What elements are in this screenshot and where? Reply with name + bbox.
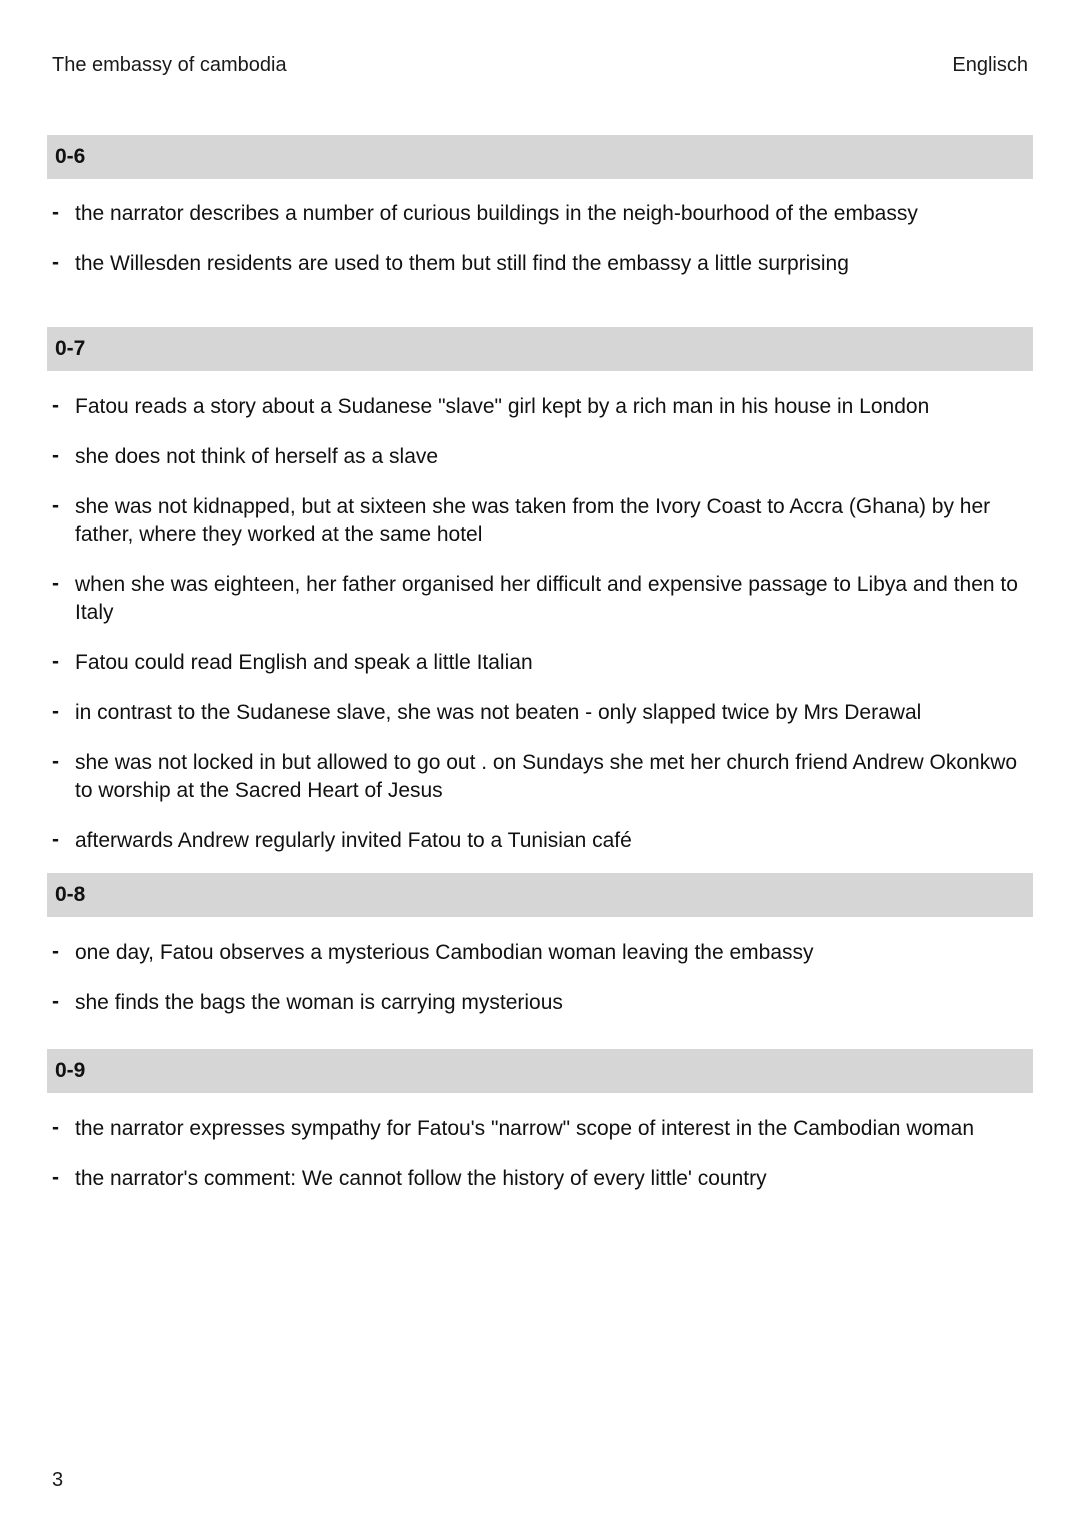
list-item (52, 1165, 1037, 1193)
document-title: The embassy of cambodia (52, 53, 287, 76)
section-heading-0-8 (47, 873, 1033, 917)
section-bullet-list (52, 200, 1037, 300)
bullet-dash: - (52, 494, 59, 517)
bullet-text: the Willesden residents are used to them but still find the embassy a little surprising (75, 252, 849, 275)
bullet-text: she finds the bags the woman is carrying mysterious (75, 991, 563, 1014)
bullet-text: Fatou could read English and speak a little Italian (75, 651, 533, 674)
list-item (52, 493, 1037, 549)
bullet-dash: - (52, 201, 59, 224)
page-number: 3 (52, 1469, 64, 1491)
list-item (52, 393, 1037, 421)
bullet-dash: - (52, 572, 59, 595)
list-item (52, 749, 1037, 805)
bullet-dash: - (52, 444, 59, 467)
section-heading-label: 0-9 (55, 1059, 86, 1082)
section-bullet-list (52, 1115, 1037, 1215)
bullet-text: afterwards Andrew regularly invited Fatou to a Tunisian café (75, 829, 632, 852)
list-item (52, 989, 1037, 1017)
bullet-dash: - (52, 1166, 59, 1189)
section-heading-label: 0-7 (55, 337, 86, 360)
list-item (52, 250, 1037, 278)
bullet-dash: - (52, 650, 59, 673)
list-item (52, 1115, 1037, 1143)
list-item (52, 699, 1037, 727)
page-header (52, 52, 1028, 78)
bullet-dash: - (52, 990, 59, 1013)
bullet-text: in contrast to the Sudanese slave, she was not beaten - only slapped twice by Mrs Derawal (75, 701, 922, 724)
bullet-text: one day, Fatou observes a mysterious Cambodian woman leaving the embassy (75, 941, 814, 964)
bullet-text: she was not kidnapped, but at sixteen she was taken from the Ivory Coast to Accra (Ghana) by her father, where they worked at the same hotel (75, 495, 991, 546)
section-heading-0-9 (47, 1049, 1033, 1093)
bullet-dash: - (52, 750, 59, 773)
bullet-dash: - (52, 828, 59, 851)
section-bullet-list (52, 939, 1037, 1039)
bullet-text: the narrator's comment: We cannot follow the history of every little' country (75, 1167, 767, 1190)
bullet-dash: - (52, 1116, 59, 1139)
bullet-text: the narrator expresses sympathy for Fatou's "narrow" scope of interest in the Cambodian woman (75, 1117, 975, 1140)
list-item (52, 571, 1037, 627)
list-item (52, 200, 1037, 228)
section-heading-label: 0-6 (55, 145, 86, 168)
bullet-text: she does not think of herself as a slave (75, 445, 439, 468)
list-item (52, 649, 1037, 677)
subject-label: Englisch (952, 53, 1028, 76)
bullet-text: the narrator describes a number of curious buildings in the neigh-bourhood of the embassy (75, 202, 918, 225)
bullet-text: Fatou reads a story about a Sudanese "slave" girl kept by a rich man in his house in London (75, 395, 930, 418)
section-heading-0-6 (47, 135, 1033, 179)
section-heading-label: 0-8 (55, 883, 86, 906)
bullet-dash: - (52, 394, 59, 417)
bullet-dash: - (52, 700, 59, 723)
bullet-text: when she was eighteen, her father organised her difficult and expensive passage to Libya and then to Italy (75, 573, 1018, 624)
bullet-dash: - (52, 251, 59, 274)
bullet-text: she was not locked in but allowed to go out . on Sundays she met her church friend Andrew Okonkwo to worship at the Sacred Heart of Jesus (75, 751, 1018, 802)
list-item (52, 827, 1037, 855)
list-item (52, 443, 1037, 471)
section-heading-0-7 (47, 327, 1033, 371)
list-item (52, 939, 1037, 967)
bullet-dash: - (52, 940, 59, 963)
section-bullet-list (52, 393, 1037, 877)
